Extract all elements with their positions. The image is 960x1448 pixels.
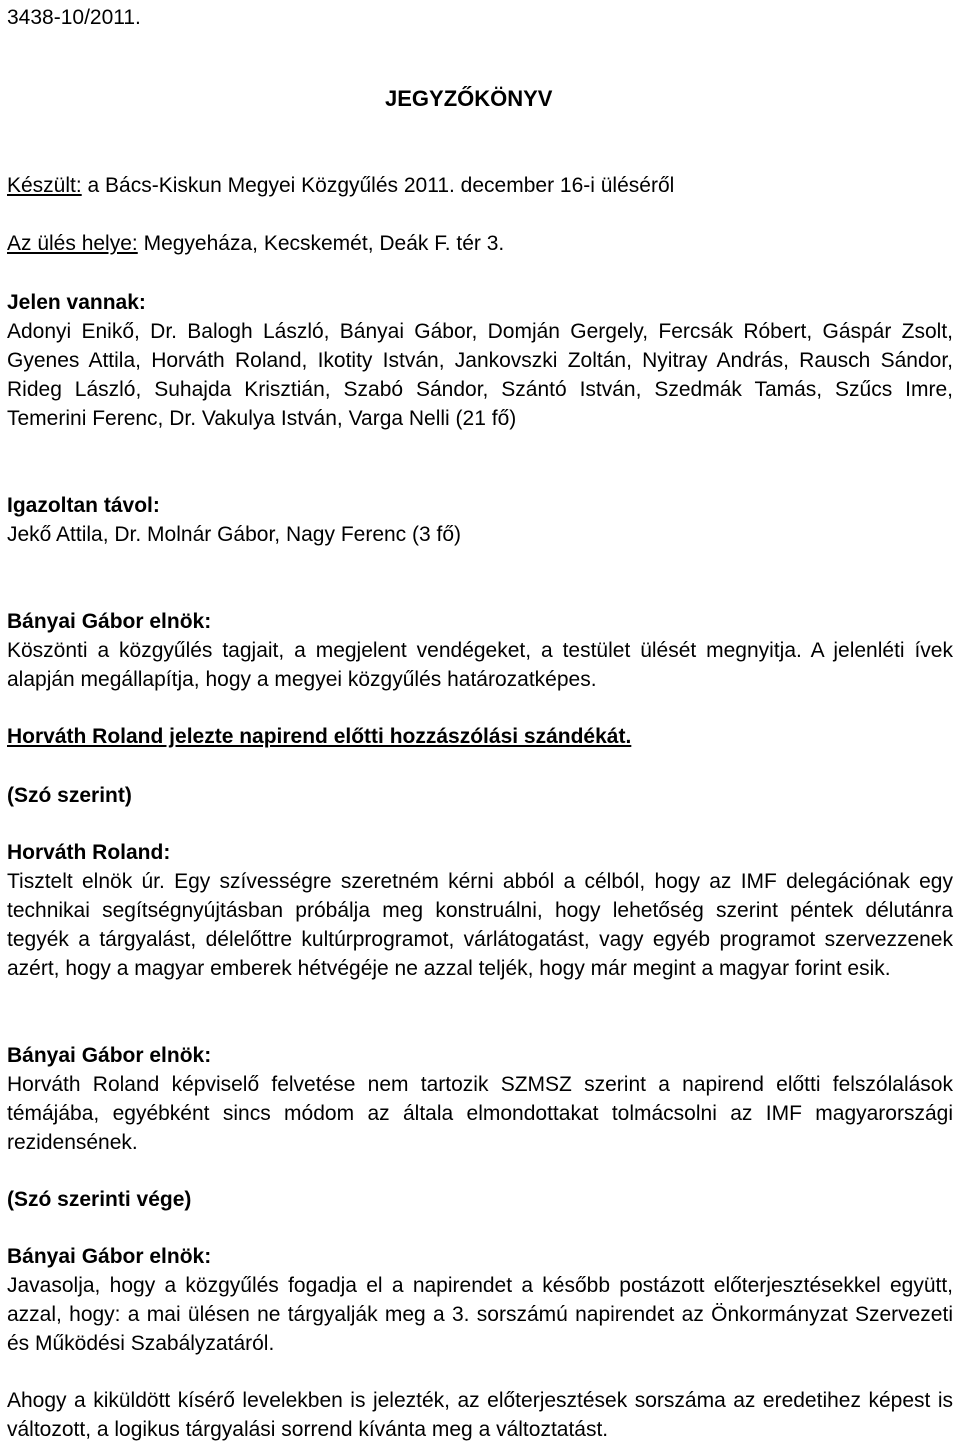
place-line	[7, 232, 504, 256]
present-list: Adonyi Enikő, Dr. Balogh László, Bányai Gábor, Domján Gergely, Fercsák Róbert, Gáspár Zsolt, Gyenes Attila, Horváth Roland, Ikotity István, Jankovszki Zoltán, Nyitray András, Rausch Sándor, Rideg László, Suhajda Krisztián, Szabó Sándor, Szántó István, Szedmák Tamás, Szűcs Imre, Temerini Ferenc, Dr. Vakulya István, Varga Nelli (21 fő)	[7, 320, 953, 430]
made-line	[7, 174, 674, 198]
made-label: Készült:	[7, 174, 82, 197]
notice-text: Horváth Roland jelezte napirend előtti hozzászólási szándékát.	[7, 725, 632, 748]
speaker-heading: Bányai Gábor elnök:	[7, 1245, 212, 1268]
speaker-heading: Bányai Gábor elnök:	[7, 1044, 212, 1067]
chair-opening-section	[7, 607, 953, 694]
verbatim-start-marker	[7, 781, 953, 810]
chair-reply-section	[7, 1041, 953, 1157]
absent-list: Jekő Attila, Dr. Molnár Gábor, Nagy Ferenc (3 fő)	[7, 523, 462, 546]
verbatim-end-marker	[7, 1185, 953, 1214]
document-title: JEGYZŐKÖNYV	[385, 86, 553, 111]
place-value: Megyeháza, Kecskemét, Deák F. tér 3.	[137, 232, 505, 255]
present-section	[7, 288, 953, 433]
horvath-section	[7, 838, 953, 983]
chair-agenda-section	[7, 1242, 953, 1358]
speech-text: Köszönti a közgyűlés tagjait, a megjelent vendégeket, a testület ülését megnyitja. A jelenléti ívek alapján megállapítja, hogy a megyei közgyűlés határozatképes.	[7, 639, 953, 691]
closing-paragraph	[7, 1386, 953, 1444]
paragraph-text: Ahogy a kiküldött kísérő levelekben is jelezték, az előterjesztések sorszáma az eredetihez képest is változott, a logikus tárgyalási sorrend kívánta meg a változtatást.	[7, 1389, 953, 1441]
absent-heading: Igazoltan távol:	[7, 494, 160, 517]
notice-line	[7, 722, 953, 751]
place-label: Az ülés helye:	[7, 232, 138, 255]
speech-text: Tisztelt elnök úr. Egy szívességre szeretném kérni abból a célból, hogy az IMF delegációnak egy technikai segítségnyújtásban próbálja meg konstruálni, hogy lehetőség szerint péntek délutánra tegyék a tárgyalást, délelőttre kultúrprogramot, várlátogatást, vagy egyéb programot szervezzenek azért, hogy a magyar emberek hétvégéje ne azzal teljék, hogy már megint a magyar forint esik.	[7, 870, 953, 980]
marker-text: (Szó szerint)	[7, 784, 132, 807]
made-value: a Bács-Kiskun Megyei Közgyűlés 2011. december 16-i üléséről	[81, 174, 675, 197]
present-heading: Jelen vannak:	[7, 291, 146, 314]
speech-text: Horváth Roland képviselő felvetése nem tartozik SZMSZ szerint a napirend előtti felszólalások témájába, egyébként sincs módom az általa elmondottakat tolmácsolni az IMF magyarországi rezidensének.	[7, 1073, 953, 1154]
speech-text: Javasolja, hogy a közgyűlés fogadja el a napirendet a később postázott előterjesztésekkel együtt, azzal, hogy: a mai ülésen ne tárgyalják meg a 3. sorszámú napirendet az Önkormányzat Szervezeti és Működési Szabályzatáról.	[7, 1274, 953, 1355]
speaker-heading: Bányai Gábor elnök:	[7, 610, 212, 633]
absent-section	[7, 491, 953, 549]
document-number: 3438-10/2011.	[7, 6, 141, 29]
marker-text: (Szó szerinti vége)	[7, 1188, 192, 1211]
speaker-heading: Horváth Roland:	[7, 841, 171, 864]
